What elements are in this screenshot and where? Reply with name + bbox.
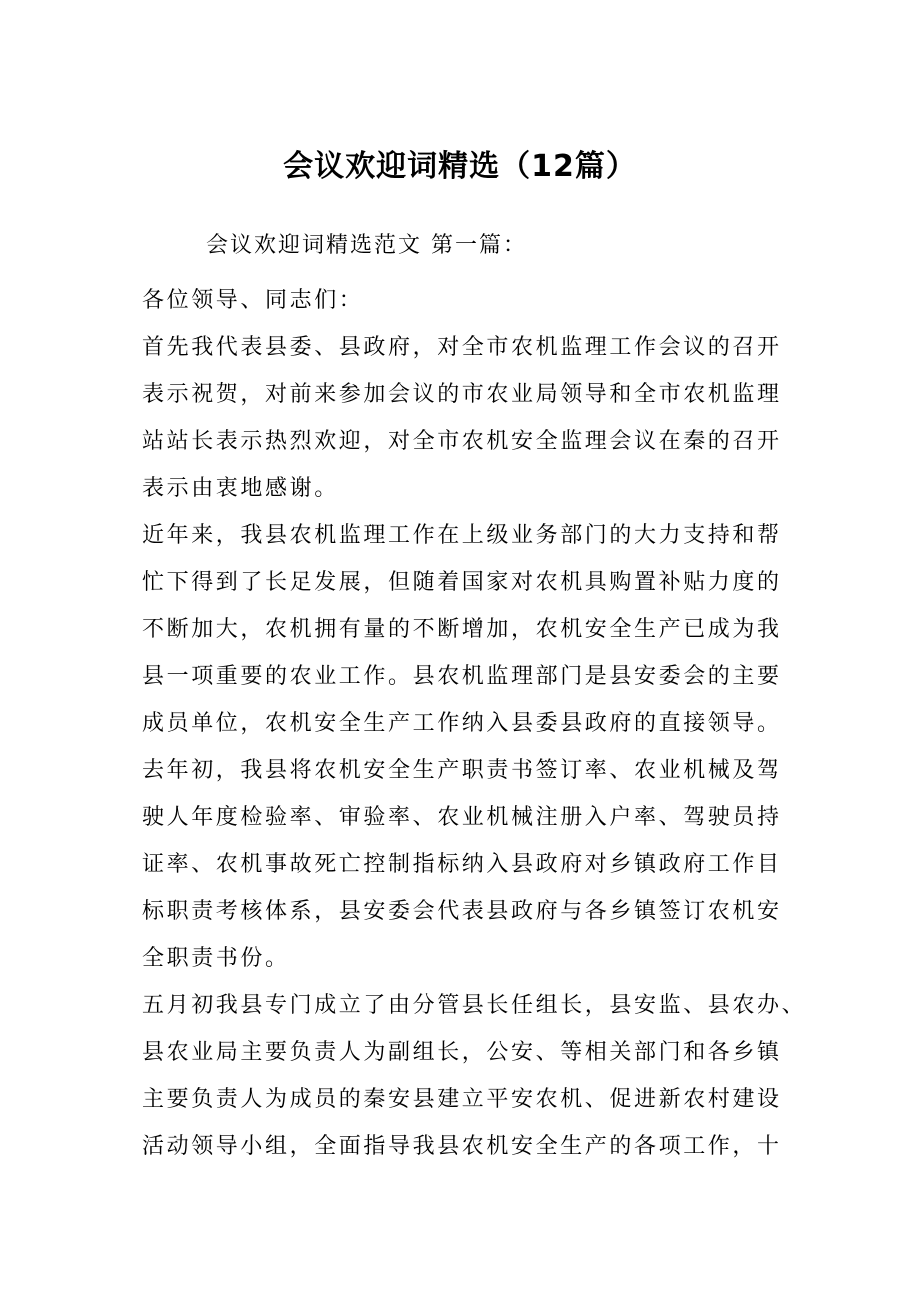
body-line: 驶人年度检验率、审验率、农业机械注册入户率、驾驶员持 [142, 805, 782, 830]
body-line: 首先我代表县委、县政府，对全市农机监理工作会议的召开 [142, 335, 782, 360]
body-line: 主要负责人为成员的秦安县建立平安农机、促进新农村建设 [142, 1087, 782, 1112]
body-line: 站站长表示热烈欢迎，对全市农机安全监理会议在秦的召开 [142, 429, 782, 454]
body-line: 县一项重要的农业工作。县农机监理部门是县安委会的主要 [142, 664, 782, 689]
body-line: 表示祝贺，对前来参加会议的市农业局领导和全市农机监理 [142, 382, 782, 407]
body-line: 表示由衷地感谢。 [142, 476, 339, 501]
body-line: 近年来，我县农机监理工作在上级业务部门的大力支持和帮 [142, 523, 782, 548]
body-line: 不断加大，农机拥有量的不断增加，农机安全生产已成为我 [142, 617, 782, 642]
body-line: 活动领导小组，全面指导我县农机安全生产的各项工作，十 [142, 1134, 782, 1159]
body-line: 去年初，我县将农机安全生产职责书签订率、农业机械及驾 [142, 758, 782, 783]
document-body [142, 277, 807, 1170]
document-title: 会议欢迎词精选（12篇） [283, 149, 637, 184]
body-line: 五月初我县专门成立了由分管县长任组长，县安监、县农办、 [142, 993, 807, 1018]
document-subtitle: 会议欢迎词精选范文 第一篇： [206, 233, 527, 258]
body-line: 各位领导、同志们： [142, 288, 364, 313]
body-line: 标职责考核体系，县安委会代表县政府与各乡镇签订农机安 [142, 899, 782, 924]
body-line: 县农业局主要负责人为副组长，公安、等相关部门和各乡镇 [142, 1040, 782, 1065]
body-line: 证率、农机事故死亡控制指标纳入县政府对乡镇政府工作目 [142, 852, 782, 877]
body-line: 成员单位，农机安全生产工作纳入县委县政府的直接领导。 [142, 711, 782, 736]
body-line: 全职责书份。 [142, 946, 290, 971]
body-line: 忙下得到了长足发展，但随着国家对农机具购置补贴力度的 [142, 570, 782, 595]
